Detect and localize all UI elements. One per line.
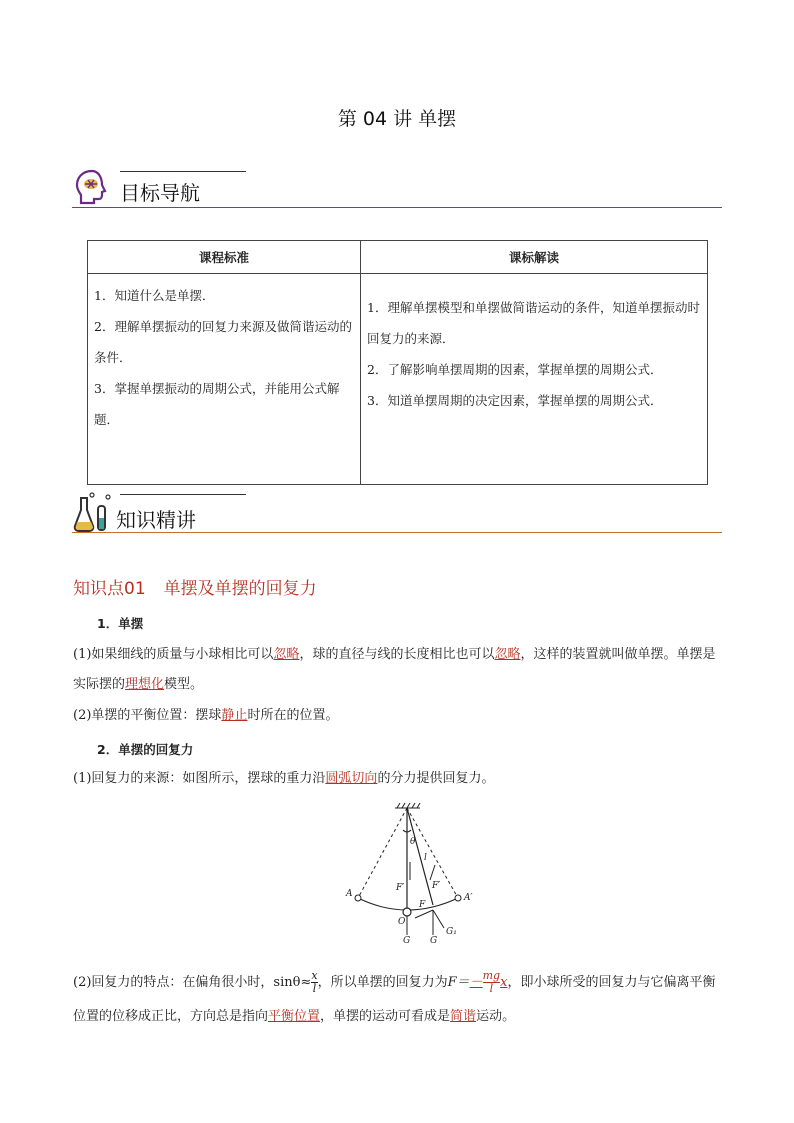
answer-blank: － $\frac{mg}{l}$ x: [469, 969, 508, 995]
list-item: 1．理解单摆模型和单摆做简谐运动的条件，知道单摆振动时回复力的来源．: [367, 300, 700, 346]
list-item: 2．了解影响单摆周期的因素，掌握单摆的周期公式．: [367, 362, 663, 377]
diagram-label-g: G: [403, 936, 411, 946]
diagram-label-f: F: [419, 900, 426, 910]
short-divider: [120, 171, 246, 172]
diagram-label-a-prime: A′: [464, 893, 473, 903]
diagram-label-a: A: [346, 889, 353, 899]
paragraph: (1)如果细线的质量与小球相比可以忽略，球的直径与线的长度相比也可以忽略，这样的装置就叫做单摆。单摆是实际摆的理想化模型。: [73, 647, 716, 692]
course-standards-cell: [88, 274, 361, 485]
subheading: 1．单摆: [97, 616, 144, 631]
answer-blank: 简谐: [450, 1009, 477, 1024]
answer-blank: 圆弧切向: [325, 771, 378, 786]
paragraph: (2)回复力的特点：在偏角很小时，sinθ≈ $\frac{x}{l}$ ，所以单摆的回复力为F＝－ $\frac{mg}{l}$ x，即小球所受的回复力与它偏离平衡位置的位移成正比，方向总是指向平衡位置，单摆的运动可看成是简谐运动。: [73, 969, 716, 1024]
answer-blank: 忽略: [494, 647, 521, 662]
list-item: 3．知道单摆周期的决定因素，掌握单摆的周期公式．: [367, 393, 663, 408]
list-item: 2．理解单摆振动的回复力来源及做简谐运动的条件．: [94, 319, 352, 365]
pendulum-diagram: [340, 800, 480, 948]
diagram-label-g: G: [430, 936, 438, 946]
subheading: 2．单摆的回复力: [97, 742, 194, 757]
diagram-label-theta: θ: [410, 837, 416, 847]
table-header-left: 课程标准: [88, 241, 361, 274]
section-knowledge-header: [72, 490, 722, 535]
section-divider: [72, 207, 722, 208]
diagram-label-o: O: [398, 917, 406, 927]
lab-flask-icon: [72, 490, 112, 532]
brain-head-icon: [72, 167, 112, 207]
answer-blank: 忽略: [273, 647, 300, 662]
list-item: 3．掌握单摆振动的周期公式，并能用公式解题．: [94, 381, 340, 427]
knowledge-point-heading: [73, 574, 317, 599]
diagram-label-f-prime: F′: [432, 881, 441, 891]
short-divider: [120, 494, 246, 495]
objectives-table: [87, 240, 708, 485]
list-item: 1．知道什么是单摆．: [94, 288, 215, 303]
section-heading: 目标导航: [120, 181, 200, 205]
page-title: 第 04 讲 单摆: [337, 108, 457, 130]
section-heading: 知识精讲: [116, 508, 196, 532]
standards-interpretation-cell: [361, 274, 708, 485]
fraction: $\frac{x}{l}$: [311, 969, 318, 995]
knowledge-point-label: 知识点01: [73, 579, 146, 599]
answer-blank: 平衡位置: [268, 1009, 321, 1024]
paragraph: (1)回复力的来源：如图所示，摆球的重力沿圆弧切向的分力提供回复力。: [73, 771, 495, 786]
table-header-right: 课标解读: [361, 241, 708, 274]
answer-blank: 静止: [221, 708, 248, 723]
diagram-label-f-prime: F′: [396, 883, 405, 893]
diagram-label-g1: G₁: [446, 927, 457, 937]
knowledge-point-title: 单摆及单摆的回复力: [163, 579, 317, 599]
section-divider: [72, 532, 722, 533]
paragraph: (2)单摆的平衡位置：摆球静止时所在的位置。: [73, 708, 339, 723]
diagram-label-l: l: [424, 853, 427, 863]
section-objectives-header: [72, 165, 722, 210]
answer-blank: 理想化: [125, 677, 165, 692]
